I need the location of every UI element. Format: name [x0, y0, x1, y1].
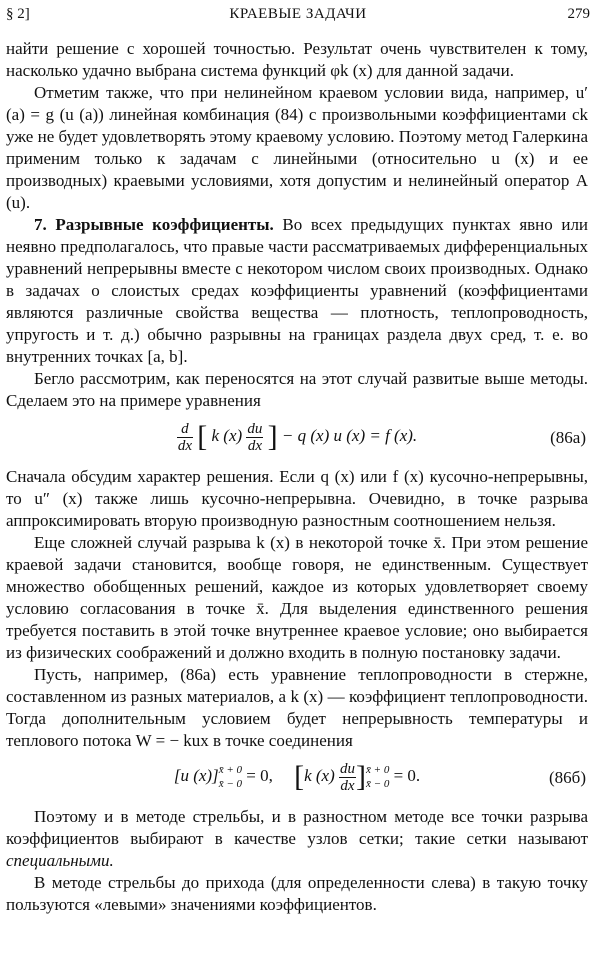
- bracket-u: [u (x)]: [173, 765, 219, 785]
- equals-zero-2: = 0.: [389, 765, 421, 785]
- paragraph-1: найти решение с хорошей точностью. Результат очень чувствителен к тому, насколько удачно выбрана система функций φk (x) для данной задачи.: [6, 39, 588, 80]
- equation-86b: [6, 756, 588, 802]
- running-title: КРАЕВЫЕ ЗАДАЧИ: [229, 6, 367, 22]
- limits-1: x̄ + 0 x̄ − 0: [218, 764, 242, 790]
- paragraph-9: В методе стрельбы до прихода (для определенности слева) в такую точку пользуются «левыми» значениями коэффициентов.: [6, 873, 588, 914]
- page-number: 279: [567, 6, 590, 22]
- section-marker: § 2]: [6, 6, 30, 22]
- equation-86a-number: (86а): [550, 428, 586, 447]
- equation-86b-formula: [u (x)] x̄ + 0 x̄ − 0 = 0, [k (x) $\frac{du}{dx}$ ] x̄ + 0 x̄ − 0 = 0.: [173, 760, 421, 794]
- paragraph-8-text: Поэтому и в методе стрельбы, и в разностном методе все точки разрыва коэффициентов выбирают в качестве узлов сетки; такие сетки называют: [6, 807, 588, 848]
- coef-k: k (x): [211, 425, 243, 445]
- paragraph-2: Отметим также, что при нелинейном краевом условии вида, например, u′ (a) = g (u (a)) линейная комбинация (84) с произвольными коэффициентами ck уже не будет удовлетворять этому краевому условию. Поэтому метод Галеркина применим только к задачам с линейными (относительно u (x) и ее производных) краевыми условиями, хотя допустим и нелинейный оператор A (u).: [6, 83, 588, 212]
- limits-2: x̄ + 0 x̄ − 0: [366, 764, 390, 790]
- paragraph-5: Сначала обсудим характер решения. Если q (x) или f (x) кусочно-непрерывны, то u″ (x) также лишь кусочно-непрерывна. Очевидно, в точке разрыва аппроксимировать вторую производную разностным соотношением нельзя.: [6, 467, 588, 530]
- equals-zero-1: = 0,: [242, 765, 273, 785]
- equation-86a: [6, 416, 588, 462]
- paragraph-4: Бегло рассмотрим, как переносятся на этот случай развитые выше методы. Сделаем это на примере уравнения: [6, 369, 588, 410]
- paragraph-6: Еще сложней случай разрыва k (x) в некоторой точке x̄. При этом решение краевой задачи становится, вообще говоря, не единственным. Существует множество обобщенных решений, каждое из которых удовлетворяет своему условию согласования в точке x̄. Для выделения единственного решения требуется поставить в этой точке внутреннее краевое условие; оно выбирается из физических соображений и должно входить в полную постановку задачи.: [6, 533, 588, 662]
- equation-86a-rest: − q (x) u (x) = f (x).: [281, 425, 418, 445]
- emphasis-special: специальными.: [6, 851, 114, 870]
- frac-d-dx: $\frac{d}{dx}$: [177, 420, 192, 454]
- paragraph-3-text: Во всех предыдущих пунктах явно или неявно предполагалось, что правые части рассматриваемых дифференциальных уравнений непрерывны вместе с некотором числом своих производных. Однако в задачах о слоистых средах коэффициенты уравнений (коэффициентами являются различные свойства вещества — плотность, теплопроводность, упругость и т. д.) обычно разрывны на границах раздела двух сред, т. е. во внутренних точках [a, b].: [6, 215, 589, 366]
- frac-du-dx-2: $\frac{du}{dx}$: [340, 760, 356, 794]
- paragraph-8: [6, 806, 588, 872]
- coef-k-2: k (x): [304, 765, 335, 785]
- equation-86a-formula: $\frac{d}{dx}$ [ k (x) $\frac{du}{dx}$ ] − q (x) u (x) = f (x).: [177, 420, 418, 454]
- frac-du-dx: $\frac{du}{dx}$: [247, 420, 263, 454]
- paragraph-3: [6, 214, 588, 368]
- page-header: [6, 6, 590, 28]
- equation-86b-number: (86б): [549, 768, 586, 787]
- page-body: [6, 38, 588, 916]
- paragraph-7: Пусть, например, (86а) есть уравнение теплопроводности в стержне, составленном из разных материалов, а k (x) — коэффициент теплопроводности. Тогда дополнительным условием будет непрерывность температуры и теплового потока W = − kux в точке соединения: [6, 665, 588, 750]
- section-heading: 7. Разрывные коэффициенты.: [34, 215, 274, 234]
